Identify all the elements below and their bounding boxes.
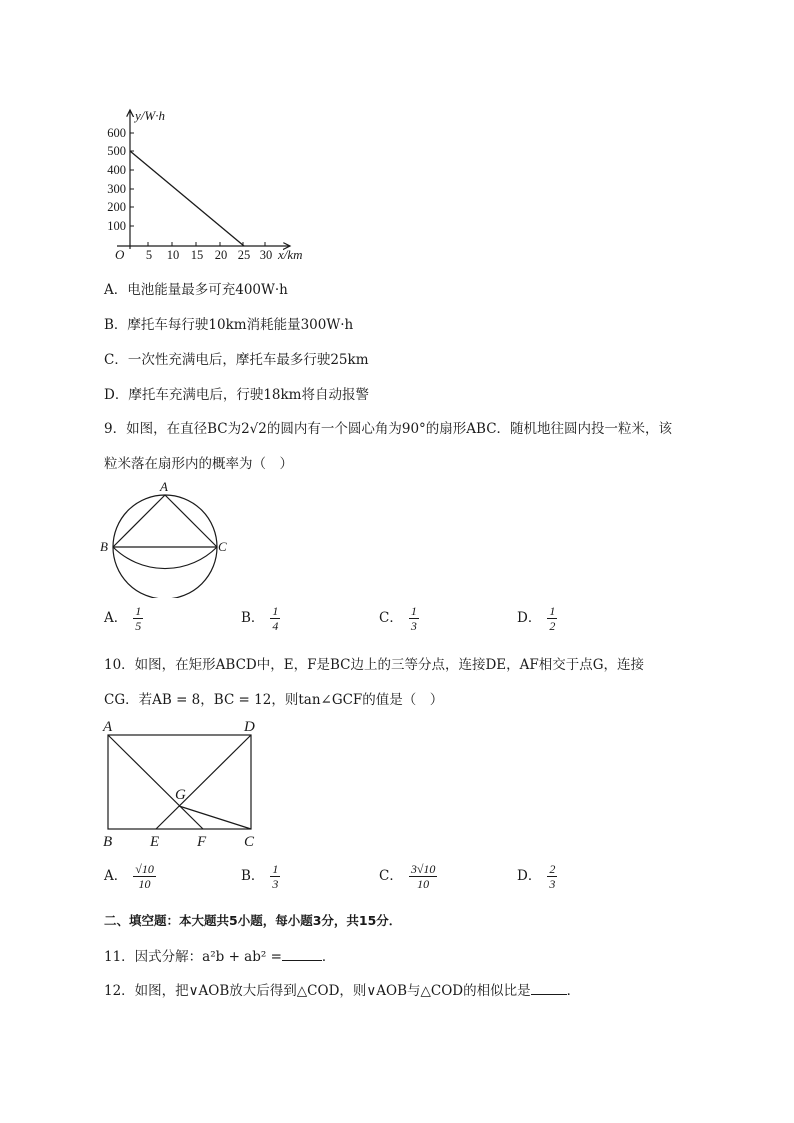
point-f-label: F <box>197 834 207 850</box>
section-heading: 二、填空题：本大题共5小题，每小题3分，共15分． <box>104 913 402 928</box>
q10-stem-line2: CG．若AB = 8，BC = 12，则tan∠GCF的值是（ ） <box>104 692 444 708</box>
point-e-label: E <box>150 834 160 850</box>
origin-label: O <box>115 247 125 262</box>
rectangle-figure <box>96 715 276 855</box>
segment-ac <box>165 495 217 547</box>
energy-distance-graph <box>95 104 325 264</box>
rectangle-abcd <box>108 735 251 829</box>
y-tick-marks <box>130 133 134 226</box>
y-tick-label: 100 <box>107 219 126 233</box>
segment-de <box>156 735 251 829</box>
segment-gc <box>179 806 251 829</box>
point-a-label: A <box>160 479 168 494</box>
point-d-label: D <box>244 719 255 735</box>
energy-line <box>130 151 244 246</box>
q9-option-d: D． $\frac{1}{2}$ <box>517 604 556 633</box>
x-axis-label: x/km <box>278 247 303 262</box>
q10-option-d: D． $\frac{2}{3}$ <box>517 862 556 891</box>
q8-option-d: D．摩托车充满电后，行驶18km将自动报警 <box>104 387 369 403</box>
q8-option-c: C．一次性充满电后，摩托车最多行驶25km <box>104 352 369 368</box>
segment-ab <box>113 495 165 547</box>
point-b-label: B <box>100 539 108 554</box>
q12-line: 12．如图，把∨AOB放大后得到△COD，则∨AOB与△COD的相似比是 ． <box>104 983 581 999</box>
y-tick-label: 300 <box>107 182 126 196</box>
point-a-label: A <box>103 719 113 735</box>
q10-option-c: C． $\frac{3√10}{10}$ <box>379 862 436 891</box>
sector-arc <box>113 547 217 569</box>
q9-option-c: C． $\frac{1}{3}$ <box>379 604 417 633</box>
y-tick-label: 500 <box>107 144 126 158</box>
q10-stem-line1: 10．如图，在矩形ABCD中，E，F是BC边上的三等分点，连接DE，AF相交于点G，连接 <box>104 657 645 673</box>
x-tick-label: 30 <box>259 248 273 262</box>
q10-option-a: A． $\frac{√10}{10}$ <box>104 862 154 891</box>
q11-answer-blank[interactable] <box>282 948 322 961</box>
y-axis-label: y/W·h <box>135 108 165 123</box>
point-g-label: G <box>175 787 186 803</box>
q8-option-b: B．摩托车每行驶10km消耗能量300W·h <box>104 317 354 333</box>
x-tick-label: 5 <box>145 248 153 262</box>
q9-stem-line1: 9．如图，在直径BC为2√2的圆内有一个圆心角为90°的扇形ABC．随机地往圆内投一粒米，该 <box>104 421 673 437</box>
point-c-label: C <box>218 539 227 554</box>
q9-stem-line2: 粒米落在扇形内的概率为（ ） <box>104 456 293 472</box>
y-tick-label: 600 <box>107 126 126 140</box>
q9-option-b: B． $\frac{1}{4}$ <box>241 604 279 633</box>
q9-option-a: A． $\frac{1}{5}$ <box>104 604 142 633</box>
x-tick-label: 15 <box>190 248 204 262</box>
segment-af <box>108 735 203 829</box>
x-tick-label: 20 <box>214 248 228 262</box>
q8-option-a: A．电池能量最多可充400W·h <box>104 282 288 298</box>
q11-line: 11．因式分解：a²b + ab² = ． <box>104 949 336 965</box>
q10-option-b: B． $\frac{1}{3}$ <box>241 862 279 891</box>
point-c-label: C <box>244 834 255 850</box>
y-tick-label: 200 <box>107 200 126 214</box>
circle-sector-figure <box>96 478 236 598</box>
x-tick-label: 10 <box>166 248 180 262</box>
point-b-label: B <box>103 834 113 850</box>
y-tick-label: 400 <box>107 163 126 177</box>
x-tick-label: 25 <box>237 248 251 262</box>
q12-answer-blank[interactable] <box>531 982 567 995</box>
